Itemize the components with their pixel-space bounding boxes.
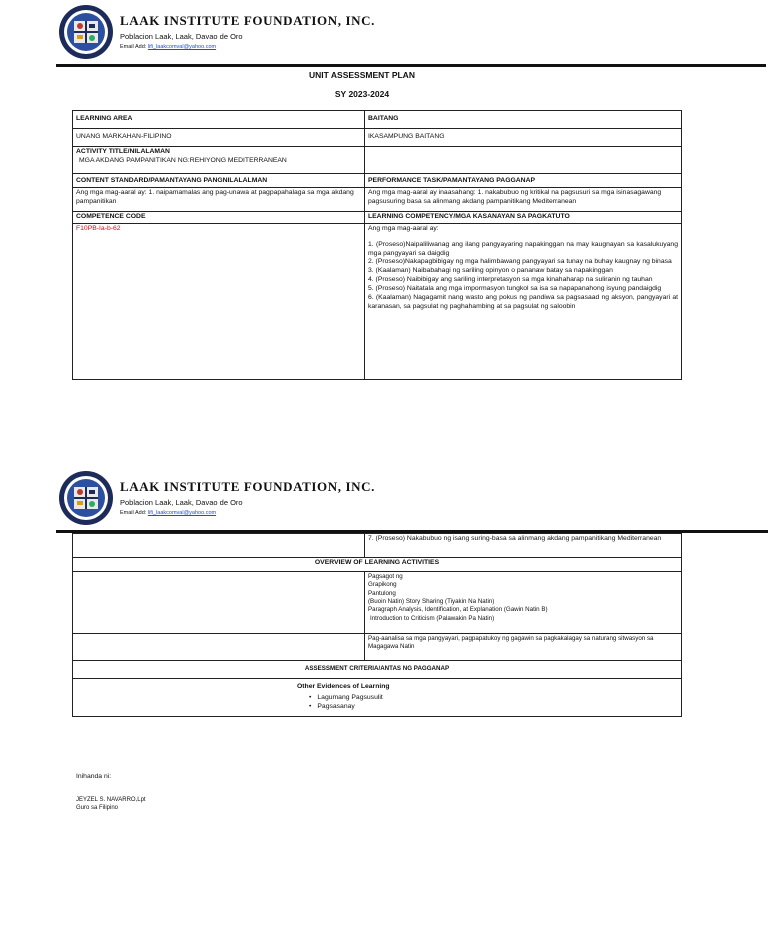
analysis-text: Pag-aanalisa sa mga pangyayari, pagpapatukoy ng gagawin sa pagkakalagay sa naturang sitwasyon sa Magagawa Natin	[365, 634, 682, 661]
activity-item: Pagsagot ng	[368, 573, 403, 580]
org-email-line	[120, 44, 216, 50]
performance-task-value: Ang mga mag-aaral ay inaasahang: 1. nakabubuo ng kritikal na pagsusuri sa mga isinasagawang pagsusuring basa sa alinmang akdang pampanitikang Mediterranean	[365, 188, 682, 212]
email-label: Email Add:	[120, 44, 147, 50]
activity-title-cell	[73, 147, 365, 174]
preparer-position: Guro sa Filipino	[76, 805, 119, 811]
evidences-list	[297, 694, 678, 712]
evidence-item: • Lagumang Pagsusulit	[309, 694, 678, 703]
doc-year: SY 2023-2024	[334, 89, 390, 99]
competency-list	[365, 224, 682, 380]
competence-code-label: COMPETENCE CODE	[73, 212, 365, 224]
learning-competency-label: LEARNING COMPETENCY/MGA KASANAYAN SA PAGKATUTO	[365, 212, 682, 224]
empty-cell	[365, 147, 682, 174]
activity-title-value: MGA AKDANG PAMPANITIKAN NG:REHIYONG MEDITERRANEAN	[79, 156, 287, 164]
header-rule	[56, 64, 766, 67]
prepared-by-label: Inihanda ni:	[76, 773, 112, 780]
email-link[interactable]: lifi_laakcomval@yahoo.com	[147, 44, 217, 50]
activities-list	[365, 572, 682, 634]
baitang-label: BAITANG	[365, 111, 682, 129]
preparer-name: JEYZEL S. NAVARRO,Lpt	[76, 797, 146, 803]
org-email-line	[120, 510, 216, 516]
activity-item: Paragraph Analysis, Identification, at Explanation (Gawin Natin B)	[368, 606, 548, 614]
org-name: LAAK INSTITUTE FOUNDATION, INC.	[120, 13, 375, 28]
competency-item: 1. (Proseso)Naipaliliwanag ang ilang pangyayaring napakinggan na may kaugnayan sa kasalukuyang mga pangyayari sa daigdig	[368, 240, 678, 257]
competency-intro: Ang mga mag-aaral ay:	[368, 225, 439, 232]
criteria-label: ASSESSMENT CRITERIA/ANTAS NG PAGGANAP	[73, 661, 682, 679]
competency-item: 5. (Proseso) Naitatala ang mga impormasyon tungkol sa isa sa napapanahong isyung pandaigdig	[368, 284, 662, 292]
baitang-value: IKASAMPUNG BAITANG	[365, 129, 682, 147]
org-address: Poblacion Laak, Laak, Davao de Oro	[120, 32, 243, 41]
email-link[interactable]: lifi_laakcomval@yahoo.com	[147, 510, 217, 516]
email-label: Email Add:	[120, 510, 147, 516]
activity-title-label: ACTIVITY TITLE/NILALAMAN	[76, 148, 170, 155]
competence-code-value: F10PB-Ia-b-62	[73, 224, 365, 380]
org-name: LAAK INSTITUTE FOUNDATION, INC.	[120, 479, 375, 494]
empty-cell	[73, 534, 365, 558]
empty-cell	[73, 572, 365, 634]
plan-table-page2	[72, 533, 682, 717]
learning-area-label: LEARNING AREA	[73, 111, 365, 129]
competency-item: 4. (Proseso) Naibibigay ang sariling interpretasyon sa mga kinahaharap na suliranin ng tauhan	[368, 276, 653, 284]
learning-area-value: UNANG MARKAHAN-FILIPINO	[73, 129, 365, 147]
performance-task-label: PERFORMANCE TASK/PAMANTAYANG PAGGANAP	[365, 174, 682, 188]
competency-item: 6. (Kaalaman) Nagagamit nang wasto ang pokus ng pandiwa sa pagsasaad ng aksyon, pangyayari at karanasan, sa pagsulat ng paghahambing at sa pagsulat ng saloobin	[368, 293, 678, 310]
competency-item: 3. (Kaalaman) Naibabahagi ng sariling opinyon o pananaw batay sa napakinggan	[368, 267, 613, 275]
competency-item-7: 7. (Proseso) Nakabubuo ng isang suring-basa sa alinmang akdang pampanitikang Mediterranean	[365, 534, 682, 558]
doc-title: UNIT ASSESSMENT PLAN	[309, 70, 415, 80]
letterhead	[58, 4, 398, 64]
letterhead-page2	[58, 470, 398, 530]
activity-item: Pantulong	[368, 589, 396, 597]
plan-table-page1	[72, 110, 682, 380]
evidence-item: • Pagsasanay	[309, 703, 678, 712]
competency-item: 2. (Proseso)Nakapagbibigay ng mga halimbawang pangyayari sa tunay na buhay kaugnay ng binasa	[368, 258, 672, 266]
content-standard-value: Ang mga mag-aaral ay: 1. naipamamalas ang pag-unawa at pagpapahalaga sa mga akdang pampanitikan	[73, 188, 365, 212]
org-address: Poblacion Laak, Laak, Davao de Oro	[120, 498, 243, 507]
evidences-cell	[73, 679, 682, 717]
activity-item: Introduction to Criticism (Palawakin Pa Natin)	[370, 614, 495, 622]
school-seal-logo	[58, 4, 114, 60]
activity-item: Grapikong	[368, 581, 397, 589]
evidences-label: Other Evidences of Learning	[297, 683, 390, 690]
school-seal-logo	[58, 470, 114, 526]
overview-label: OVERVIEW OF LEARNING ACTIVITIES	[73, 558, 682, 572]
content-standard-label: CONTENT STANDARD/PAMANTAYANG PANGNILALALMAN	[73, 174, 365, 188]
activity-item: (Buoin Natin) Story Sharing (Tiyakin Na Natin)	[368, 598, 495, 606]
empty-cell	[73, 634, 365, 661]
